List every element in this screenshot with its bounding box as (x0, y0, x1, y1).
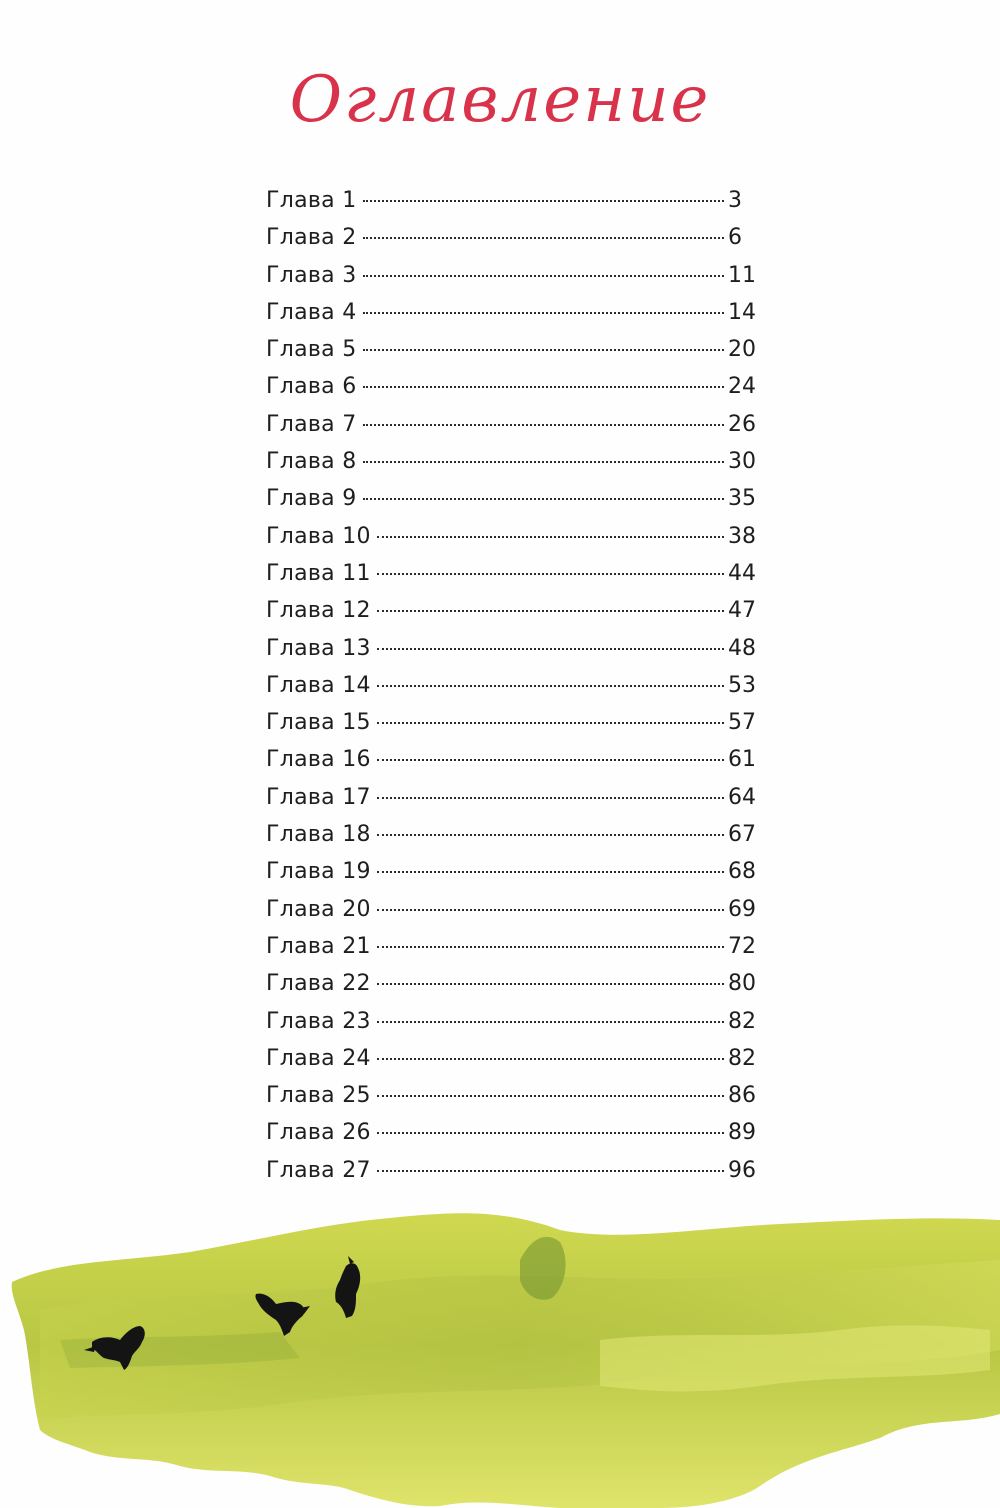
toc-entry-label: Глава 3 (266, 262, 357, 288)
toc-entry[interactable] (266, 443, 762, 480)
toc-entry-label: Глава 9 (266, 486, 357, 512)
toc-entry-page: 96 (728, 1157, 756, 1183)
toc-entry-page: 11 (728, 262, 756, 288)
toc-entry-label: Глава 16 (266, 747, 371, 773)
toc-entry-page: 26 (728, 411, 756, 437)
toc-entry-page: 6 (728, 225, 742, 251)
toc-entry-page: 72 (728, 933, 756, 959)
dot-leader (363, 386, 725, 388)
toc-entry[interactable] (266, 592, 762, 629)
dot-leader (363, 275, 725, 277)
toc-entry-label: Глава 13 (266, 635, 371, 661)
toc-entry-label: Глава 26 (266, 1120, 371, 1146)
page-title: Оглавление (289, 63, 711, 137)
toc-entry-label: Глава 15 (266, 710, 371, 736)
dot-leader (363, 498, 725, 500)
toc-entry[interactable] (266, 891, 762, 928)
toc-entry-label: Глава 11 (266, 560, 371, 586)
toc-entry[interactable] (266, 1077, 762, 1114)
toc-entry[interactable] (266, 257, 762, 294)
dot-leader (377, 759, 724, 761)
toc-entry[interactable] (266, 630, 762, 667)
dot-leader (377, 648, 724, 650)
toc-entry[interactable] (266, 1040, 762, 1077)
toc-entry-label: Глава 6 (266, 374, 357, 400)
toc-entry-label: Глава 24 (266, 1045, 371, 1071)
toc-entry-label: Глава 25 (266, 1083, 371, 1109)
dot-leader (377, 909, 724, 911)
toc-entry-label: Глава 8 (266, 449, 357, 475)
dot-leader (377, 983, 724, 985)
toc-entry-page: 86 (728, 1083, 756, 1109)
dot-leader (377, 946, 724, 948)
dot-leader (377, 536, 724, 538)
toc-entry-label: Глава 5 (266, 337, 357, 363)
grass-field-illustration (0, 1190, 1000, 1508)
toc-entry[interactable] (266, 406, 762, 443)
toc-entry-label: Глава 2 (266, 225, 357, 251)
dot-leader (377, 722, 724, 724)
dot-leader (377, 610, 724, 612)
toc-entry[interactable] (266, 518, 762, 555)
toc-entry-label: Глава 10 (266, 523, 371, 549)
toc-entry-label: Глава 17 (266, 784, 371, 810)
dot-leader (377, 1058, 724, 1060)
toc-entry[interactable] (266, 704, 762, 741)
toc-entry-page: 47 (728, 598, 756, 624)
toc-entry[interactable] (266, 816, 762, 853)
dot-leader (377, 834, 724, 836)
toc-entry[interactable] (266, 219, 762, 256)
toc-entry-label: Глава 20 (266, 896, 371, 922)
toc-entry-label: Глава 22 (266, 971, 371, 997)
toc-entry[interactable] (266, 182, 762, 219)
toc-entry[interactable] (266, 368, 762, 405)
toc-entry[interactable] (266, 1114, 762, 1151)
toc-entry-page: 44 (728, 560, 756, 586)
toc-entry[interactable] (266, 779, 762, 816)
toc-entry-page: 82 (728, 1045, 756, 1071)
dot-leader (363, 237, 725, 239)
toc-entry-label: Глава 23 (266, 1008, 371, 1034)
toc-entry-page: 24 (728, 374, 756, 400)
toc-entry-label: Глава 14 (266, 672, 371, 698)
toc-entry-page: 14 (728, 299, 756, 325)
table-of-contents (266, 182, 762, 1189)
dot-leader (377, 1170, 724, 1172)
toc-entry-page: 80 (728, 971, 756, 997)
toc-entry-page: 38 (728, 523, 756, 549)
dot-leader (377, 1132, 724, 1134)
toc-entry-page: 30 (728, 449, 756, 475)
toc-entry-page: 89 (728, 1120, 756, 1146)
toc-entry[interactable] (266, 928, 762, 965)
toc-entry-label: Глава 1 (266, 188, 357, 213)
toc-entry[interactable] (266, 480, 762, 517)
toc-entry[interactable] (266, 331, 762, 368)
toc-entry[interactable] (266, 853, 762, 890)
toc-entry[interactable] (266, 741, 762, 778)
toc-entry-label: Глава 27 (266, 1157, 371, 1183)
dot-leader (377, 573, 724, 575)
toc-entry-label: Глава 7 (266, 411, 357, 437)
toc-entry-label: Глава 12 (266, 598, 371, 624)
toc-entry[interactable] (266, 294, 762, 331)
toc-entry-page: 68 (728, 859, 756, 885)
toc-entry[interactable] (266, 555, 762, 592)
dot-leader (377, 1095, 724, 1097)
toc-entry[interactable] (266, 667, 762, 704)
toc-entry-page: 82 (728, 1008, 756, 1034)
toc-entry-label: Глава 19 (266, 859, 371, 885)
toc-entry-page: 53 (728, 672, 756, 698)
dot-leader (363, 349, 725, 351)
toc-entry-page: 3 (728, 188, 742, 213)
toc-entry-page: 35 (728, 486, 756, 512)
toc-entry-page: 48 (728, 635, 756, 661)
toc-entry[interactable] (266, 1152, 762, 1189)
toc-entry-page: 20 (728, 337, 756, 363)
dot-leader (363, 312, 725, 314)
dot-leader (377, 871, 724, 873)
dot-leader (363, 461, 725, 463)
toc-entry-page: 64 (728, 784, 756, 810)
toc-entry-page: 69 (728, 896, 756, 922)
toc-entry[interactable] (266, 965, 762, 1002)
dot-leader (377, 1021, 724, 1023)
dot-leader (377, 797, 724, 799)
dot-leader (377, 685, 724, 687)
toc-entry-label: Глава 18 (266, 822, 371, 848)
dot-leader (363, 424, 725, 426)
toc-entry-page: 57 (728, 710, 756, 736)
toc-entry-page: 67 (728, 822, 756, 848)
toc-entry-page: 61 (728, 747, 756, 773)
dot-leader (363, 200, 725, 202)
toc-entry-label: Глава 21 (266, 933, 371, 959)
toc-entry-label: Глава 4 (266, 299, 357, 325)
toc-entry[interactable] (266, 1003, 762, 1040)
